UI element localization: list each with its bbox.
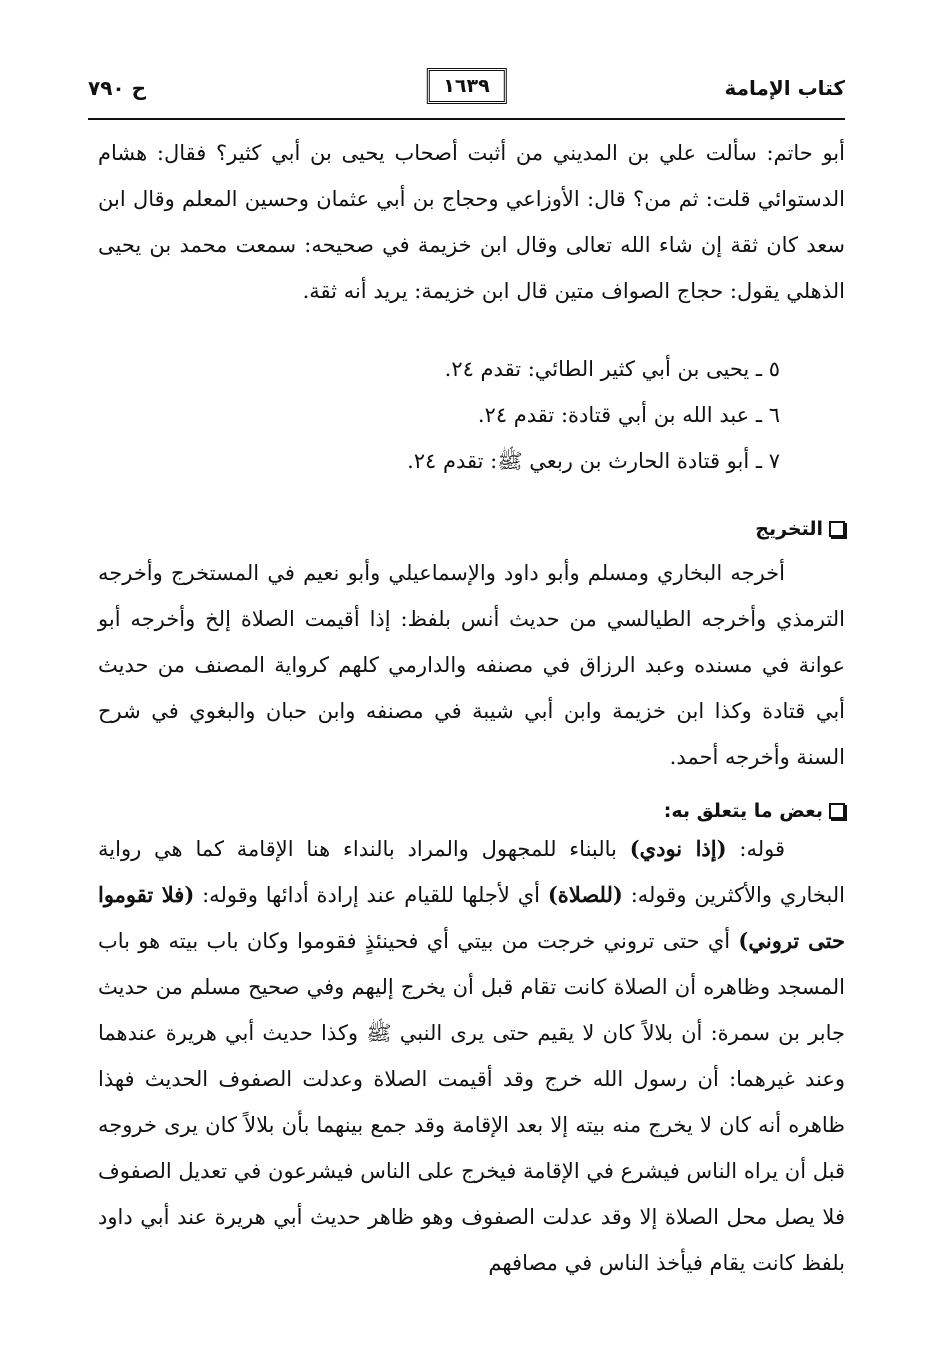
header-divider xyxy=(88,118,845,120)
page-number: ١٦٣٩ xyxy=(426,68,506,104)
narrator-list xyxy=(200,346,780,484)
checkbox-square-icon xyxy=(829,521,845,537)
quote-bold: (إذا نودي) xyxy=(629,836,727,861)
narrator-item: ٧ ـ أبو قتادة الحارث بن ربعي ﷺ: تقدم ٢٤. xyxy=(407,449,780,473)
related-text: بالبناء للمجهول والمراد بالنداء هنا الإقامة كما هي رواية البخاري والأكثرين وقوله: xyxy=(98,837,845,907)
takhrij-heading-text: التخريج xyxy=(755,518,823,540)
related-paragraph xyxy=(98,826,845,1286)
hadith-reference: ح ٧٩٠ xyxy=(88,76,147,100)
quote-bold: (فلا تقوموا حتى تروني) xyxy=(98,882,846,953)
checkbox-square-icon xyxy=(829,803,845,819)
related-text: أي حتى تروني خرجت من بيتي أي فحينئذٍ فقوموا وكان باب بيته هو باب المسجد وظاهره أن الصلاة كانت تقام قبل أن يخرج إليهم وفي صحيح مسلم من حديث جابر بن سمرة: أن بلالاً كان لا يقيم حتى يرى النبي ﷺ وكذا حديث أبي هريرة عندهما وعند غيرهما: أن رسول الله خرج وقد أقيمت الصلاة وعدلت الصفوف الحديث فهذا ظاهره أنه كان لا يخرج منه بيته إلا بعد الإقامة وقد جمع بينهما بأن بلالاً كان يرى خروجه قبل أن يراه الناس فيشرع في الإقامة فيخرج على الناس فيشرعون في تعديل الصفوف فلا يصل محل الصلاة إلا وقد عدلت الصفوف وهو ظاهر حديث أبي هريرة عند أبي داود بلفظ كانت يقام فيأخذ الناس في مصافهم xyxy=(98,929,845,1275)
takhrij-paragraph xyxy=(98,550,845,780)
narrator-item: ٦ ـ عبد الله بن أبي قتادة: تقدم ٢٤. xyxy=(477,403,780,427)
related-heading xyxy=(664,800,845,822)
related-text: أي لأجلها للقيام عند إرادة أدائها وقوله: xyxy=(194,883,548,907)
takhrij-heading xyxy=(755,518,845,540)
intro-paragraph: أبو حاتم: سألت علي بن المديني من أثبت أصحاب يحيى بن أبي كثير؟ فقال: هشام الدستوائي قلت: ثم من؟ قال: الأوزاعي وحجاج بن أبي عثمان وحسين المعلم وقال ابن سعد كان ثقة إن شاء الله تعالى وقال ابن خزيمة في صحيحه: سمعت محمد بن يحيى الذهلي يقول: حجاج الصواف متين قال ابن خزيمة: يريد أنه ثقة. xyxy=(98,141,845,303)
narrator-item: ٥ ـ يحيى بن أبي كثير الطائي: تقدم ٢٤. xyxy=(444,357,780,381)
related-heading-text: بعض ما يتعلق به: xyxy=(663,800,823,822)
book-title: كتاب الإمامة xyxy=(724,76,845,100)
page-header xyxy=(88,66,845,110)
quote-bold: (للصلاة) xyxy=(547,882,623,907)
takhrij-text: أخرجه البخاري ومسلم وأبو داود والإسماعيلي وأبو نعيم في المستخرج وأخرجه الترمذي وأخرجه الطيالسي من حديث أنس بلفظ: إذا أقيمت الصلاة إلخ وأخرجه أبو عوانة في مسنده وعبد الرزاق في مصنفه والدارمي كلهم كرواية المصنف من حديث أبي قتادة وكذا ابن خزيمة وابن أبي شيبة في مصنفه وابن حبان والبغوي في شرح السنة وأخرجه أحمد. xyxy=(98,561,845,769)
related-text-start: قوله: xyxy=(726,837,786,861)
